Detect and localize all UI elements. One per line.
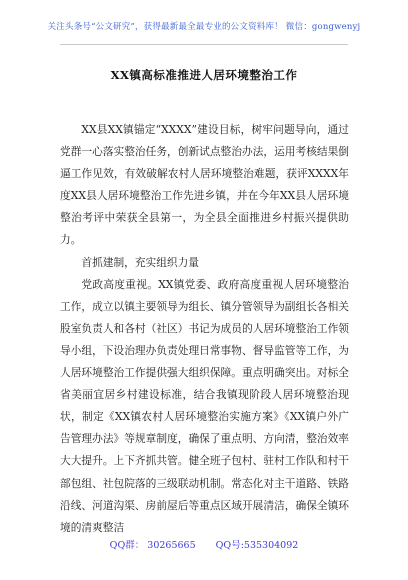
document-body [60,119,349,539]
section-heading: 首抓建制，充实组织力量 [81,255,199,269]
body-paragraph: 党政高度重视。XX镇党委、政府高度重视人居环境整治工作，成立以镇主要领导为组长、镇分管领导为副组长各相关股室负责人和各村（社区）书记为成员的人居环境整治工作领导小组，下设治理办负责处理日常事物、督导监管等工作，为人居环境整治工作提供强大组织保障。重点明确突出。对标全省美丽宜居乡村建设标准，结合我镇现阶段人居环境整治现状，制定《XX镇农村人居环境整治实施方案》《XX镇户外广告管理办法》等规章制度，确保了重点明、方向清，整治效率大大提升。上下齐抓共管。健全班子包村、驻村工作队和村干部包组、社包院落的三级联动机制。常态化对主干道路、铁路沿线、河道沟渠、房前屋后等重点区域开展清洁，确保全镇环境的清爽整洁 [60,277,349,534]
footer-contact [0,537,408,551]
footer-qq-group: QQ群： 30265665 [109,540,196,551]
document-title: XX镇高标准推进人居环境整治工作 [110,68,298,82]
header-divider [60,44,348,45]
header-banner: 关注头条号“公文研究”，获得最新最全最专业的公文资料库！ 微信：gongwenyj [47,22,361,32]
footer-qq-number: QQ号:535304092 [215,540,299,551]
intro-paragraph: XX县XX镇锚定“XXXX”建设目标，树牢问题导向，通过党群一心落实整治任务，创新试点整治办法，运用考核结果倒逼工作见效，有效破解农村人居环境整治难题，获评XXXX年度XX县人居环境整治工作先进乡镇，并在今年XX县人居环境整治考评中荣获全县第一，为全县全面推进乡村振兴提供助力。 [60,123,349,247]
